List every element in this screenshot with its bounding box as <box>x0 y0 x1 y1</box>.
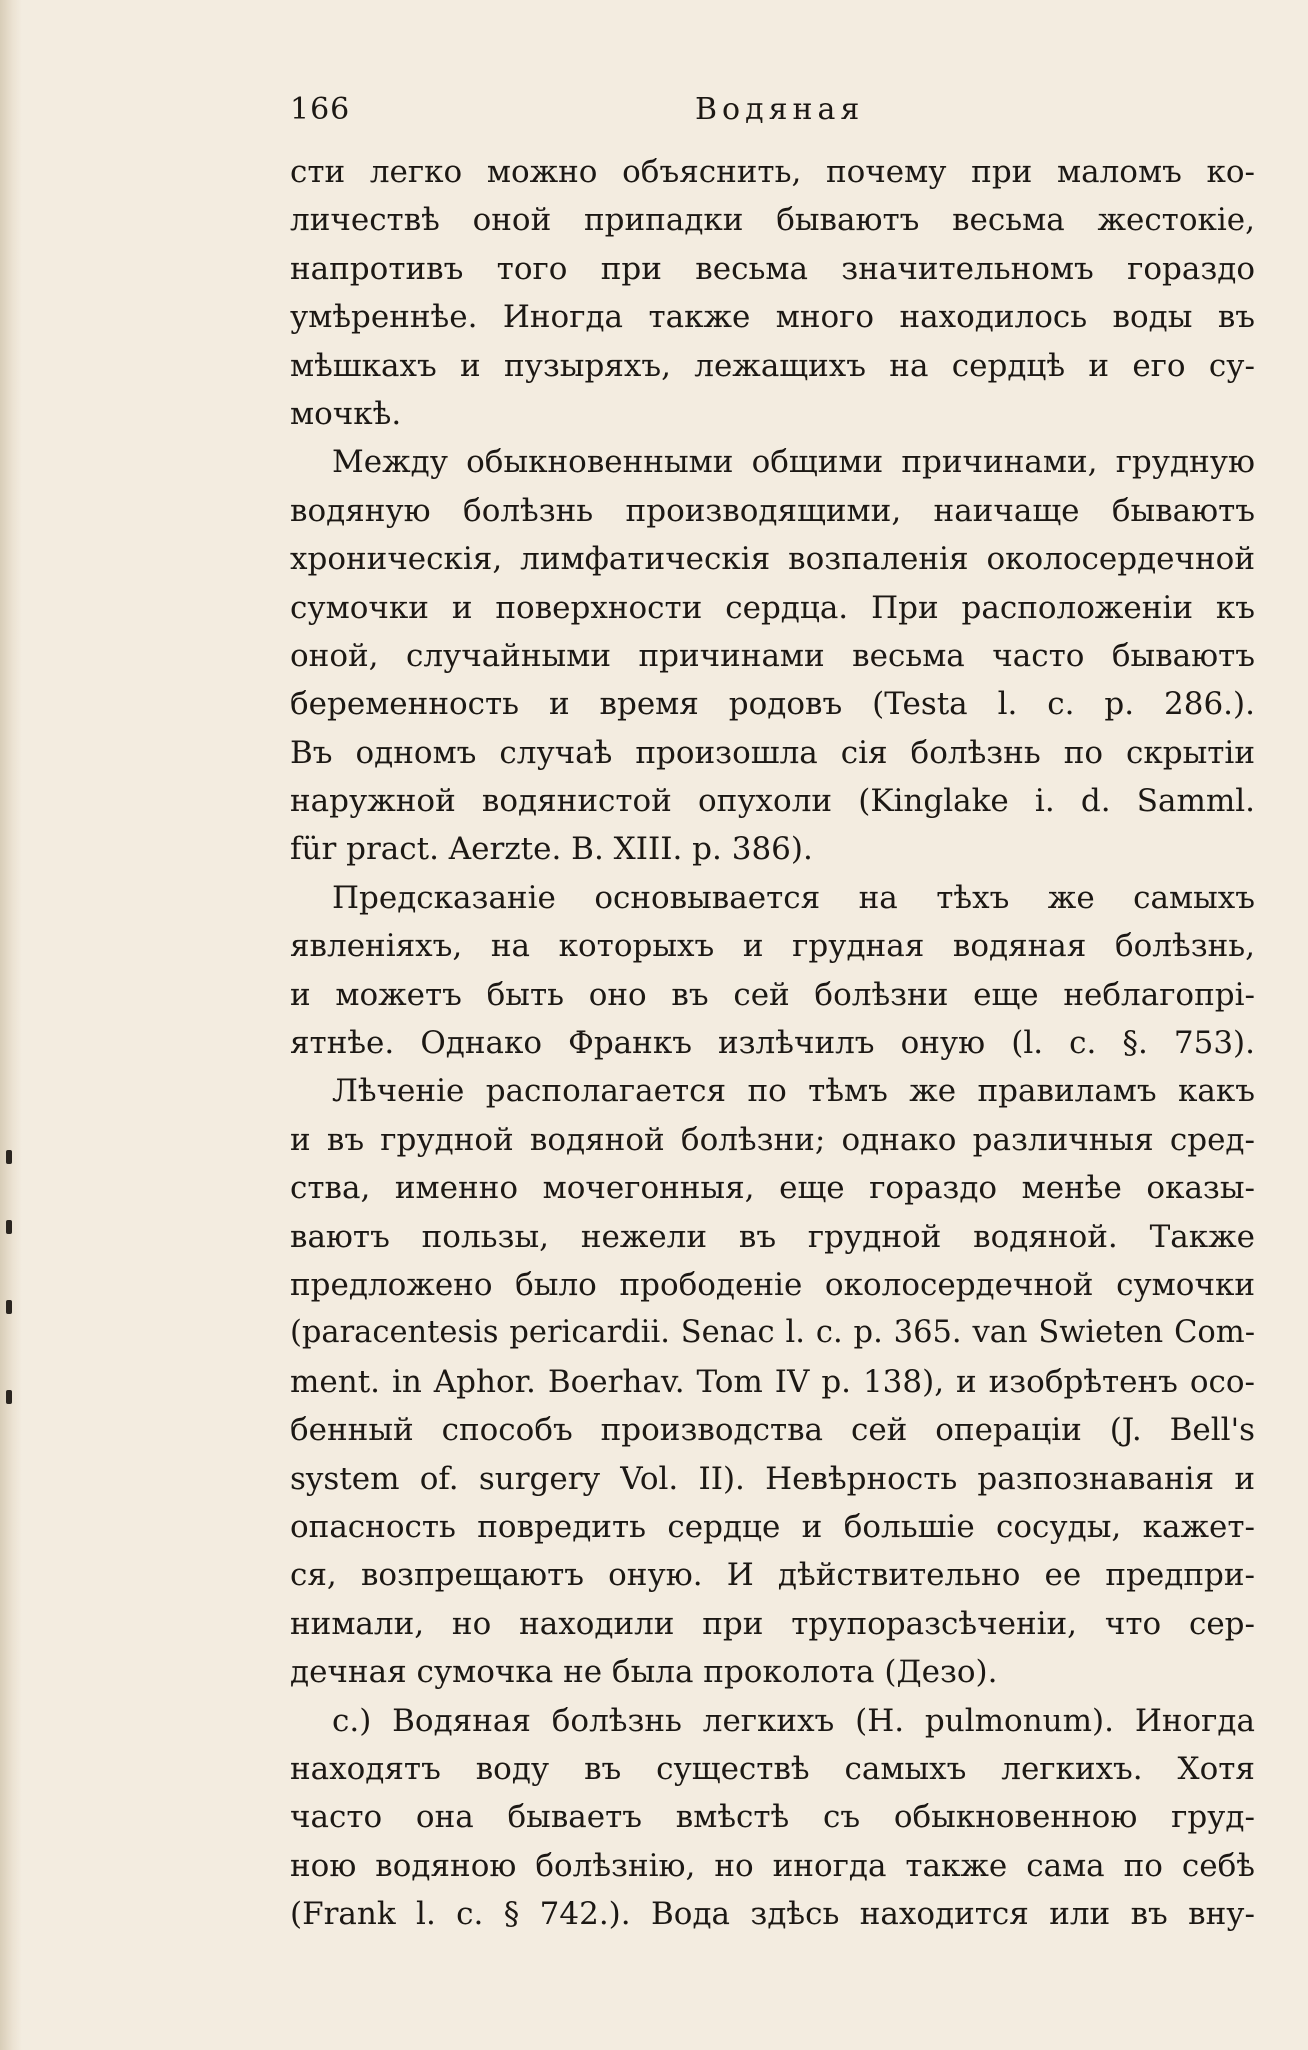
text-line: мочкѣ. <box>290 395 402 432</box>
text-line: явленіяхъ, на которыхъ и грудная водяная болѣзнь, <box>290 928 1255 965</box>
running-title: Водяная <box>695 92 865 127</box>
text-line: сумочки и поверхности сердца. При расположеніи къ <box>290 589 1255 626</box>
text-line: наружной водянистой опухоли (Kinglake i. d. Samml. <box>290 783 1255 820</box>
text-line: (paracentesis pericardii. Senac l. c. p. 365. van Swieten Com- <box>290 1315 1255 1351</box>
text-line: für pract. Aerzte. B. XIII. p. 386). <box>290 831 813 868</box>
text-line: дечная сумочка не была проколота (Дезо). <box>290 1654 998 1691</box>
running-head <box>290 92 1250 132</box>
text-line: бенный способъ производства сей операціи (J. Bell's <box>290 1412 1255 1449</box>
text-line: ною водяною болѣзнію, но иногда также сама по себѣ <box>290 1847 1255 1884</box>
page-edge <box>0 0 22 2050</box>
text-line: нимали, но находили при трупоразсѣченіи, что сер- <box>290 1605 1255 1642</box>
text-line: оной, случайными причинами весьма часто бываютъ <box>290 637 1255 674</box>
text-line: мѣшкахъ и пузыряхъ, лежащихъ на сердцѣ и его су- <box>290 347 1255 384</box>
text-line: опасность повредить сердце и большіе сосуды, кажет- <box>290 1508 1255 1545</box>
page-number: 166 <box>290 92 351 127</box>
text-line: умѣреннѣе. Иногда также много находилось воды въ <box>290 299 1255 336</box>
text-line: ства, именно мочегонныя, еще гораздо менѣе оказы- <box>290 1170 1255 1207</box>
text-line: часто она бываетъ вмѣстѣ съ обыкновенною груд- <box>290 1799 1255 1836</box>
text-line: c.) Водяная болѣзнь легкихъ (H. pulmonum). Иногда <box>332 1702 1255 1739</box>
text-line: водяную болѣзнь производящими, наичаще бываютъ <box>290 492 1255 529</box>
text-line: (Frank l. c. § 742.). Вода здѣсь находится или въ вну- <box>290 1896 1255 1933</box>
text-line: напротивъ того при весьма значительномъ гораздо <box>290 250 1255 287</box>
text-line: предложено было прободеніе околосердечной сумочки <box>290 1266 1255 1303</box>
binding-marks <box>6 1150 16 1450</box>
text-line: ваютъ пользы, нежели въ грудной водяной. Также <box>290 1218 1255 1255</box>
text-line: личествѣ оной припадки бываютъ весьма жестокіе, <box>290 202 1255 239</box>
text-line: Лѣченіе располагается по тѣмъ же правиламъ какъ <box>332 1073 1255 1110</box>
text-line: хроническія, лимфатическія возпаленія околосердечной <box>290 541 1255 578</box>
text-line: Предсказаніе основывается на тѣхъ же самыхъ <box>332 879 1255 916</box>
text-line: и можетъ быть оно въ сей болѣзни еще неблагопрі- <box>290 976 1255 1013</box>
text-line: и въ грудной водяной болѣзни; однако различныя сред- <box>290 1121 1255 1158</box>
text-line: находятъ воду въ существѣ самыхъ легкихъ. Хотя <box>290 1750 1255 1787</box>
text-line: system of. surgery Vol. II). Невѣрность разпознаванія и <box>290 1460 1255 1497</box>
body-text <box>290 148 1255 1938</box>
text-line: беременность и время родовъ (Testa l. c. p. 286.). <box>290 686 1255 723</box>
text-line: ment. in Aphor. Boerhav. Tom IV p. 138), и изобрѣтенъ осо- <box>290 1363 1255 1400</box>
text-line: Между обыкновенными общими причинами, грудную <box>332 444 1255 481</box>
text-line: сти легко можно объяснить, почему при маломъ ко- <box>290 154 1255 190</box>
text-line: ся, возпрещаютъ оную. И дѣйствительно ее предпри- <box>290 1557 1255 1594</box>
text-line: ятнѣе. Однако Франкъ излѣчилъ оную (l. c. §. 753). <box>290 1025 1255 1062</box>
text-line: Въ одномъ случаѣ произошла сія болѣзнь по скрытіи <box>290 734 1255 771</box>
